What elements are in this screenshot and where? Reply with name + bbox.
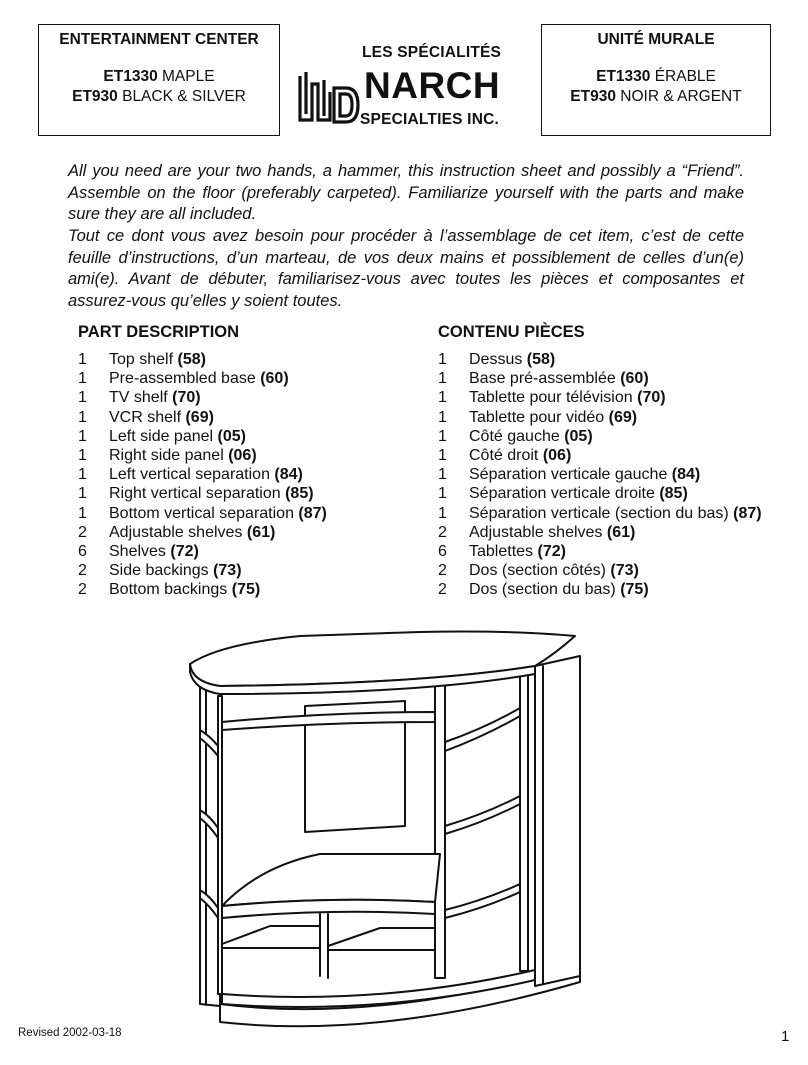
list-item bbox=[78, 523, 408, 542]
part-quantity: 1 bbox=[78, 370, 87, 388]
part-name-wrap bbox=[469, 504, 778, 523]
list-item bbox=[78, 504, 408, 523]
part-name-wrap bbox=[469, 580, 778, 599]
intro-paragraph-french: Tout ce dont vous avez besoin pour procéder à l’assemblage de cet item, c’est de cette feuille d’instructions, d’un marteau, de vos deux mains et possiblement de celles d’un(e) ami(e). Avant de débuter, familiarisez-vous avec toutes les pièces et composantes et assurez-vous qu’elles y soient toutes. bbox=[68, 227, 744, 310]
part-code: (61) bbox=[246, 523, 276, 541]
part-quantity: 1 bbox=[78, 485, 87, 503]
part-name-wrap bbox=[469, 542, 778, 561]
entertainment-center-illustration bbox=[180, 626, 620, 1038]
part-quantity: 1 bbox=[78, 408, 87, 426]
logo-text-bottom: SPECIALTIES INC. bbox=[360, 111, 499, 128]
list-item bbox=[438, 465, 778, 484]
part-code: (61) bbox=[606, 523, 636, 541]
part-code: (75) bbox=[620, 581, 649, 599]
part-name: Tablette pour vidéo bbox=[469, 408, 609, 426]
part-name-wrap bbox=[109, 350, 408, 369]
part-code: (73) bbox=[213, 562, 242, 580]
part-code: (69) bbox=[185, 408, 214, 426]
part-code: (70) bbox=[172, 389, 201, 407]
part-code: (06) bbox=[542, 447, 572, 465]
part-name-wrap bbox=[109, 484, 408, 503]
part-code: (60) bbox=[620, 370, 649, 388]
part-name: Side backings bbox=[109, 562, 214, 580]
parts-heading-english: PART DESCRIPTION bbox=[78, 323, 240, 341]
list-item bbox=[438, 504, 778, 523]
part-quantity: 1 bbox=[78, 466, 87, 484]
logo-text-main: NARCH bbox=[364, 65, 501, 106]
part-name: Dessus bbox=[469, 351, 527, 368]
part-name: Dos (section du bas) bbox=[469, 581, 621, 599]
part-quantity: 1 bbox=[78, 447, 87, 465]
part-name-wrap bbox=[469, 446, 778, 465]
part-name: VCR shelf bbox=[109, 408, 186, 426]
part-name: Séparation verticale gauche bbox=[469, 466, 672, 484]
part-code: (05) bbox=[564, 427, 593, 445]
part-name-wrap bbox=[469, 350, 778, 369]
list-item bbox=[438, 561, 778, 580]
list-item bbox=[438, 523, 778, 542]
part-name-wrap bbox=[469, 523, 778, 542]
list-item bbox=[438, 446, 778, 465]
list-item bbox=[438, 484, 778, 503]
part-quantity: 6 bbox=[438, 543, 447, 561]
part-code: (60) bbox=[260, 370, 289, 388]
part-name-wrap bbox=[109, 523, 408, 542]
part-code: (85) bbox=[659, 485, 688, 503]
part-name-wrap bbox=[109, 504, 408, 523]
list-item bbox=[78, 369, 408, 388]
model-code: ET930 bbox=[570, 88, 616, 105]
part-quantity: 1 bbox=[438, 408, 447, 426]
part-name-wrap bbox=[109, 388, 408, 407]
page-number: 1 bbox=[781, 1028, 790, 1045]
part-quantity: 2 bbox=[438, 562, 447, 580]
list-item bbox=[78, 427, 408, 446]
part-code: (84) bbox=[671, 466, 701, 484]
part-name-wrap bbox=[109, 561, 408, 580]
part-name-wrap bbox=[109, 446, 408, 465]
part-name: Séparation verticale (section du bas) bbox=[469, 504, 734, 522]
part-name-wrap bbox=[469, 408, 778, 427]
part-name-wrap bbox=[109, 408, 408, 427]
part-code: (75) bbox=[231, 581, 261, 599]
part-name: Bottom backings bbox=[109, 581, 232, 599]
part-quantity: 1 bbox=[438, 351, 447, 368]
part-name-wrap bbox=[109, 580, 408, 599]
model-code: ET1330 bbox=[596, 68, 651, 85]
list-item bbox=[78, 542, 408, 561]
parts-list-french bbox=[438, 350, 778, 600]
model-finish: BLACK & SILVER bbox=[117, 88, 246, 105]
part-quantity: 2 bbox=[78, 523, 87, 541]
model-finish: MAPLE bbox=[157, 68, 215, 85]
part-quantity: 1 bbox=[78, 351, 87, 368]
part-code: (06) bbox=[228, 447, 257, 465]
part-name-wrap bbox=[109, 542, 408, 561]
product-box-english bbox=[38, 24, 280, 136]
part-name: Pre-assembled base bbox=[109, 370, 261, 388]
part-name: Tablette pour télévision bbox=[469, 389, 638, 407]
list-item bbox=[78, 388, 408, 407]
part-code: (58) bbox=[177, 351, 206, 368]
product-line-1 bbox=[39, 67, 279, 87]
list-item bbox=[438, 542, 778, 561]
part-quantity: 6 bbox=[78, 543, 87, 561]
part-name: Tablettes bbox=[469, 543, 538, 561]
part-name-wrap bbox=[469, 484, 778, 503]
part-quantity: 1 bbox=[438, 370, 447, 388]
list-item bbox=[438, 580, 778, 599]
part-name: Adjustable shelves bbox=[109, 523, 247, 541]
part-code: (69) bbox=[608, 408, 638, 426]
part-name-wrap bbox=[469, 427, 778, 446]
list-item bbox=[438, 369, 778, 388]
list-item bbox=[438, 427, 778, 446]
company-logo bbox=[296, 44, 516, 136]
part-name: Left vertical separation bbox=[109, 466, 275, 484]
part-name: Dos (section côtés) bbox=[469, 562, 611, 580]
product-box-french bbox=[541, 24, 771, 136]
part-name-wrap bbox=[109, 427, 408, 446]
part-name: Adjustable shelves bbox=[469, 523, 607, 541]
part-code: (85) bbox=[285, 485, 314, 503]
model-finish: NOIR & ARGENT bbox=[615, 88, 742, 105]
part-code: (05) bbox=[217, 427, 246, 445]
logo-mark-icon bbox=[298, 70, 362, 126]
parts-list-english bbox=[78, 350, 408, 600]
part-code: (58) bbox=[526, 351, 556, 368]
part-code: (72) bbox=[170, 543, 199, 561]
part-name-wrap bbox=[469, 369, 778, 388]
intro-paragraph-english: All you need are your two hands, a hammer, this instruction sheet and possibly a “Friend”. Assemble on the floor (preferably carpeted). Familiarize yourself with the parts and make sure they are all included. bbox=[68, 162, 744, 223]
model-code: ET930 bbox=[72, 88, 118, 105]
part-name: Right vertical separation bbox=[109, 485, 286, 503]
part-name: Top shelf bbox=[109, 351, 178, 368]
part-code: (70) bbox=[637, 389, 666, 407]
part-quantity: 2 bbox=[438, 581, 447, 599]
part-code: (72) bbox=[537, 543, 566, 561]
product-line-2 bbox=[542, 87, 770, 107]
part-quantity: 1 bbox=[78, 504, 87, 522]
part-name-wrap bbox=[109, 465, 408, 484]
product-line-2 bbox=[39, 87, 279, 107]
product-title-french: UNITÉ MURALE bbox=[597, 31, 715, 48]
part-code: (73) bbox=[610, 562, 639, 580]
part-name: Côté gauche bbox=[469, 427, 565, 445]
part-quantity: 1 bbox=[438, 447, 447, 465]
list-item bbox=[78, 408, 408, 427]
part-quantity: 1 bbox=[78, 427, 87, 445]
part-code: (84) bbox=[274, 466, 303, 484]
list-item bbox=[78, 561, 408, 580]
part-quantity: 2 bbox=[78, 562, 87, 580]
list-item bbox=[438, 350, 778, 369]
list-item bbox=[78, 465, 408, 484]
part-name: Bottom vertical separation bbox=[109, 504, 299, 522]
part-name: Côté droit bbox=[469, 447, 543, 465]
part-quantity: 1 bbox=[438, 389, 447, 407]
part-quantity: 1 bbox=[438, 504, 447, 522]
part-quantity: 1 bbox=[78, 389, 87, 407]
part-name-wrap bbox=[109, 369, 408, 388]
model-code: ET1330 bbox=[103, 68, 158, 85]
part-code: (87) bbox=[733, 504, 762, 522]
logo-text-top: LES SPÉCIALITÉS bbox=[362, 44, 502, 61]
part-name: Right side panel bbox=[109, 447, 229, 465]
part-quantity: 1 bbox=[438, 466, 447, 484]
part-quantity: 1 bbox=[438, 485, 447, 503]
part-name: Séparation verticale droite bbox=[469, 485, 660, 503]
part-name-wrap bbox=[469, 465, 778, 484]
part-name: TV shelf bbox=[109, 389, 173, 407]
list-item bbox=[78, 580, 408, 599]
part-quantity: 2 bbox=[438, 523, 447, 541]
part-name: Base pré-assemblée bbox=[469, 370, 621, 388]
list-item bbox=[438, 408, 778, 427]
part-name-wrap bbox=[469, 388, 778, 407]
part-name-wrap bbox=[469, 561, 778, 580]
part-name: Left side panel bbox=[109, 427, 218, 445]
product-title-english: ENTERTAINMENT CENTER bbox=[59, 31, 259, 48]
part-quantity: 2 bbox=[78, 581, 87, 599]
list-item bbox=[438, 388, 778, 407]
part-name: Shelves bbox=[109, 543, 171, 561]
parts-heading-french: CONTENU PIÈCES bbox=[438, 323, 585, 341]
list-item bbox=[78, 350, 408, 369]
revision-date: Revised 2002-03-18 bbox=[18, 1027, 122, 1039]
product-line-1 bbox=[542, 67, 770, 87]
part-quantity: 1 bbox=[438, 427, 447, 445]
list-item bbox=[78, 484, 408, 503]
list-item bbox=[78, 446, 408, 465]
model-finish: ÉRABLE bbox=[650, 68, 716, 85]
part-code: (87) bbox=[298, 504, 327, 522]
